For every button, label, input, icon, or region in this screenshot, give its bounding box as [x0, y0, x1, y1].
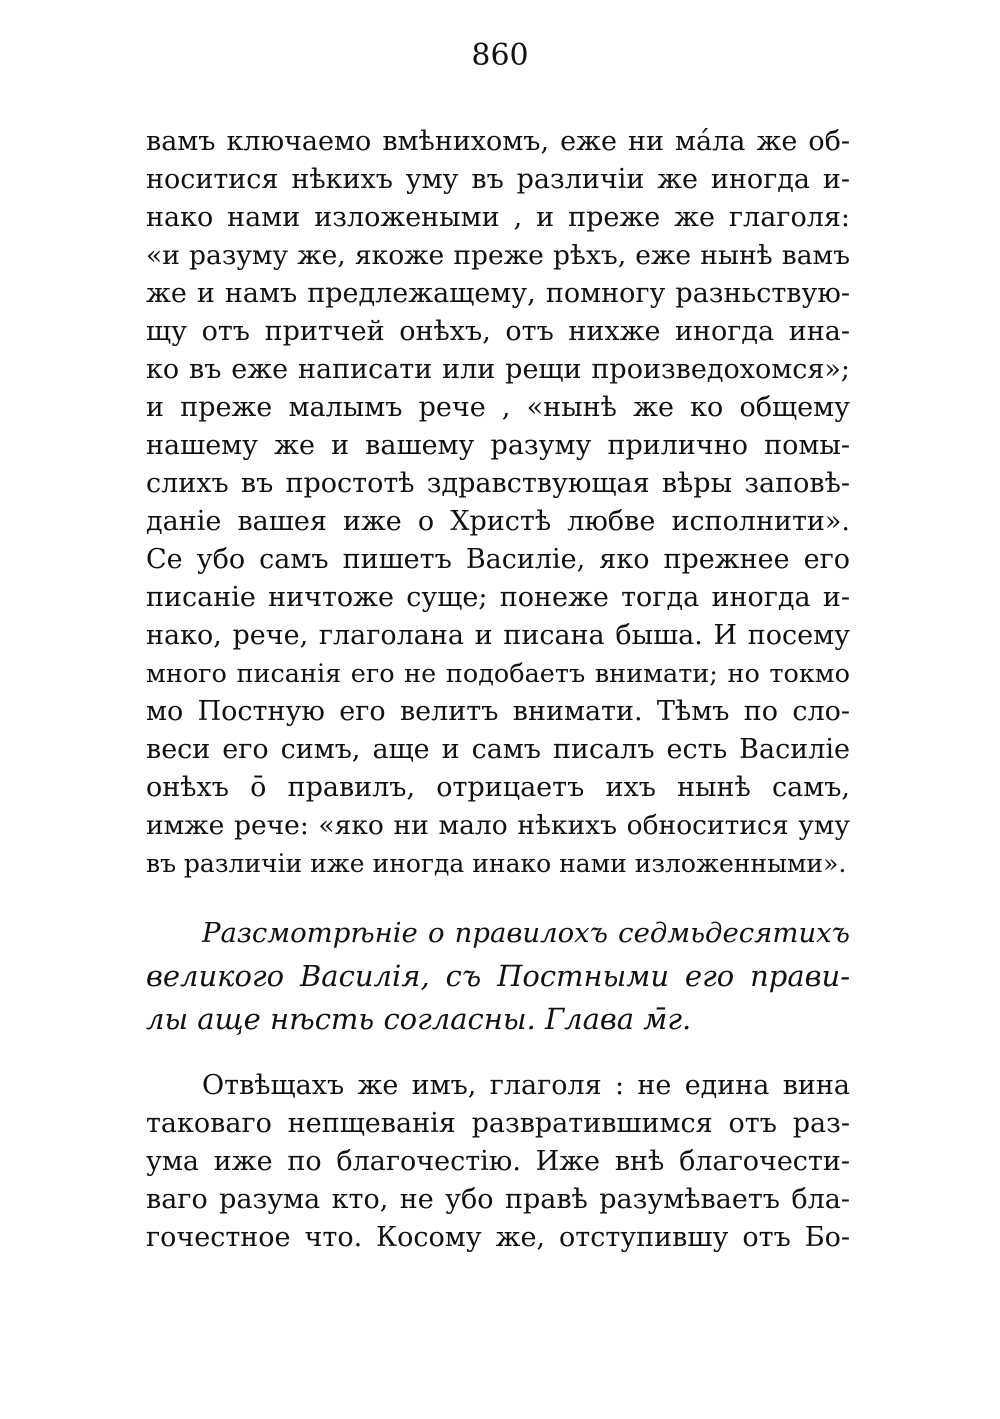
chapter-heading [146, 912, 850, 1041]
text-line: «и разуму же, якоже преже рѣхъ, еже нынѣ вамъ [146, 240, 850, 271]
text-line: нако нами изложеными , и преже же глаголя: [146, 202, 850, 233]
page-number: 860 [471, 38, 529, 73]
heading-line: лы аще нѣсть согласны. Глава м̄г. [146, 1002, 692, 1036]
text-line: ума иже по благочестію. Иже внѣ благочести- [146, 1146, 850, 1177]
text-line: мо Постную его велитъ внимати. Тѣмъ по сло- [146, 696, 850, 727]
text-line: имже рече: «яко ни мало нѣкихъ обноситися уму [146, 810, 850, 841]
text-line: нашему же и вашему разуму прилично помы- [146, 430, 850, 461]
text-line: слихъ въ простотѣ здравствующая вѣры заповѣ- [146, 468, 850, 499]
text-line: и преже малымъ рече , «нынѣ же ко общему [146, 392, 850, 423]
text-line: нако, рече, глаголана и писана быша. И посему [146, 620, 850, 651]
text-line: даніе вашея иже о Христѣ любве исполнити». [146, 506, 850, 537]
text-line: ваго разума кто, не убо правѣ разумѣваетъ бла- [146, 1184, 850, 1215]
text-line: гочестное что. Косому же, отступившу отъ Бо- [146, 1222, 850, 1253]
text-line: много писанія его не подобаетъ внимати; но токмо [146, 659, 850, 689]
main-paragraph [146, 123, 850, 883]
text-line: вамъ ключаемо вмѣнихомъ, еже ни ма́ла же об- [146, 126, 850, 157]
text-line: таковаго непщеванія развратившимся отъ раз- [146, 1108, 850, 1139]
text-line: въ различіи иже иногда инако нами изложенными». [146, 849, 847, 878]
second-paragraph [146, 1067, 850, 1257]
text-line: Отвѣщахъ же имъ, глаголя : не едина вина [202, 1070, 850, 1101]
text-line: веси его симъ, аще и самъ писалъ есть Василіе [146, 734, 850, 765]
text-line: щу отъ притчей онѣхъ, отъ нихже иногда ина- [146, 316, 850, 347]
heading-line: великого Василія, съ Постными его прави- [146, 959, 850, 993]
heading-line: Разсмотрѣніе о правилохъ седмьдесятихъ [202, 917, 850, 949]
text-line: Се убо самъ пишетъ Василіе, яко прежнее его [146, 544, 850, 575]
text-line: писаніе ничтоже суще; понеже тогда иногда и- [146, 582, 850, 613]
text-line: же и намъ предлежащему, помногу разньствую- [146, 278, 850, 309]
text-line: носитися нѣкихъ уму въ различіи же иногда и- [146, 164, 850, 195]
text-line: ко въ еже написати или рещи произведохомся»; [146, 354, 850, 385]
text-line: онѣхъ о̄ правилъ, отрицаетъ ихъ нынѣ самъ, [146, 772, 850, 803]
